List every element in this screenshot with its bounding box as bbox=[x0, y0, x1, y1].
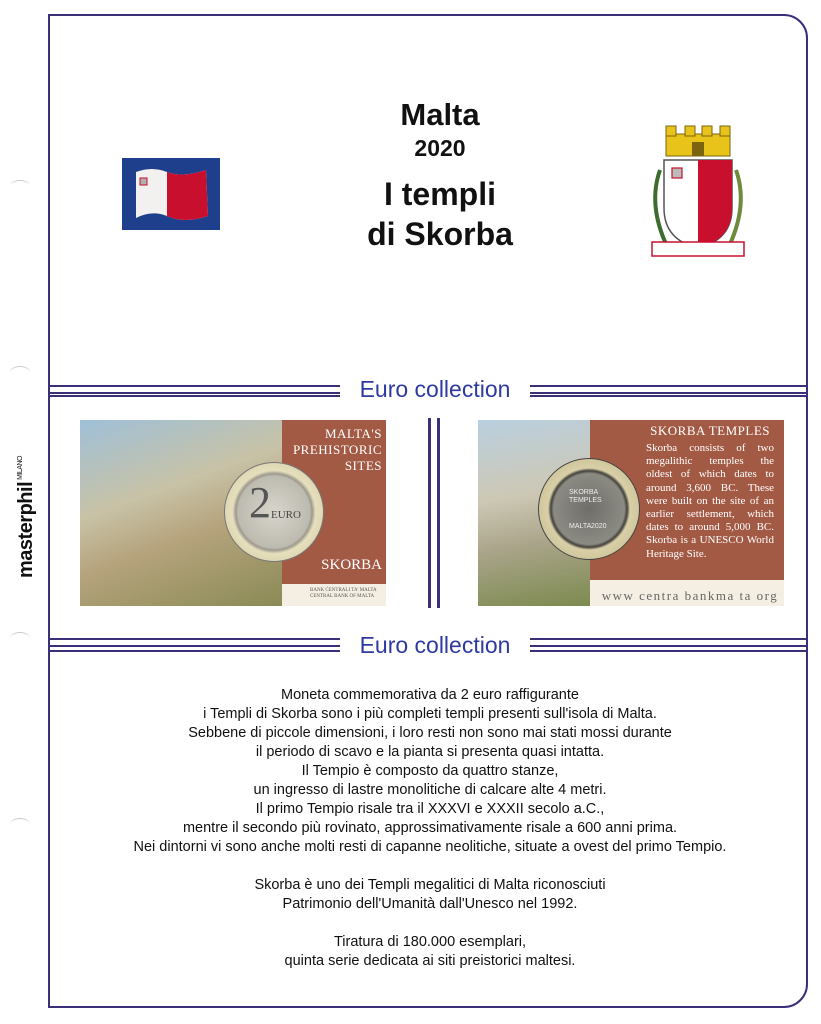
desc-line: Patrimonio dell'Umanità dall'Unesco nel 1992. bbox=[282, 896, 578, 912]
bank-line-1: BANK ĊENTRALI TA' MALTA bbox=[310, 588, 377, 593]
desc-line: Moneta commemorativa da 2 euro raffigurante bbox=[281, 687, 579, 703]
site-label: SKORBA bbox=[321, 557, 382, 573]
year: 2020 bbox=[414, 135, 466, 161]
punch-hole bbox=[10, 632, 30, 645]
description bbox=[60, 686, 800, 971]
desc-line: Il primo Tempio risale tra il XXXVI e XXXII secolo a.C., bbox=[255, 801, 605, 817]
punch-hole bbox=[10, 366, 30, 379]
bank-url: www centra bankma ta org bbox=[601, 588, 779, 603]
center-divider-left bbox=[428, 418, 431, 608]
desc-line: i Templi di Skorba sono i più completi templi presenti sull'isola di Malta. bbox=[203, 706, 657, 722]
desc-line: Il Tempio è composto da quattro stanze, bbox=[301, 763, 559, 779]
coin-year: 2020 bbox=[591, 523, 607, 530]
desc-line: Tiratura di 180.000 esemplari, bbox=[333, 934, 527, 950]
punch-hole bbox=[10, 818, 30, 831]
coat-of-arms bbox=[640, 124, 756, 264]
central-bank-credit bbox=[310, 588, 384, 600]
desc-line: Skorba è uno dei Templi megalitici di Malta riconosciuti bbox=[254, 877, 606, 893]
card-title-line: SITES bbox=[344, 458, 382, 473]
card-title-line: PREHISTORIC bbox=[292, 442, 382, 457]
desc-line: Nei dintorni vi sono anche molti resti di capanne neolitiche, situate a ovest del primo Tempio. bbox=[133, 839, 727, 855]
coin-text: TEMPLES bbox=[569, 497, 602, 504]
flag-icon bbox=[122, 158, 220, 230]
euro-coin-common-side bbox=[224, 462, 324, 562]
punch-hole bbox=[10, 180, 30, 193]
card-description: Skorba consists of two megalithic temples the oldest of which dates to around 3,600 BC. These were built on the site of an earlier settlement, which dates to around 5,000 BC. Skorba is a UNESCO World Heritage Site. bbox=[646, 442, 774, 560]
coin-text: SKORBA bbox=[569, 489, 599, 496]
theme-line-2: di Skorba bbox=[367, 216, 513, 252]
theme-line-1: I templi bbox=[383, 176, 496, 212]
coincard-front bbox=[80, 420, 386, 606]
brand-sub: MILANO bbox=[17, 456, 24, 480]
section-label-bottom: Euro collection bbox=[340, 630, 530, 660]
desc-line: Sebbene di piccole dimensioni, i loro resti non sono mai stati mossi durante bbox=[188, 725, 672, 741]
paragraph-gap bbox=[60, 857, 800, 876]
title-block bbox=[300, 96, 580, 254]
desc-line: quinta serie dedicata ai siti preistorici maltesi. bbox=[284, 953, 576, 969]
bank-line-2: CENTRAL BANK OF MALTA bbox=[310, 594, 375, 599]
malta-flag bbox=[122, 158, 220, 230]
coin-value: 2 bbox=[249, 478, 271, 527]
country-title: Malta bbox=[400, 97, 480, 132]
desc-line: il periodo di scavo e la pianta si presenta quasi intatta. bbox=[255, 744, 605, 760]
card-title bbox=[286, 426, 382, 474]
card-title-line: MALTA'S bbox=[324, 426, 382, 441]
euro-coin-national-side bbox=[538, 458, 640, 560]
paragraph-gap bbox=[60, 914, 800, 933]
coin-text: MALTA bbox=[569, 523, 592, 530]
coincard-back bbox=[478, 420, 784, 606]
section-label-top: Euro collection bbox=[340, 374, 530, 404]
center-divider-right bbox=[437, 418, 440, 608]
card-title: SKORBA TEMPLES bbox=[650, 423, 770, 438]
desc-line: un ingresso di lastre monolitiche di calcare alte 4 metri. bbox=[253, 782, 607, 798]
theme-title bbox=[300, 174, 580, 254]
coat-of-arms-icon bbox=[640, 124, 756, 264]
brand-name: masterphil bbox=[15, 481, 37, 578]
coin-unit: EURO bbox=[271, 509, 301, 521]
desc-line: mentre il secondo più rovinato, approssimativamente risale a 600 anni prima. bbox=[182, 820, 678, 836]
